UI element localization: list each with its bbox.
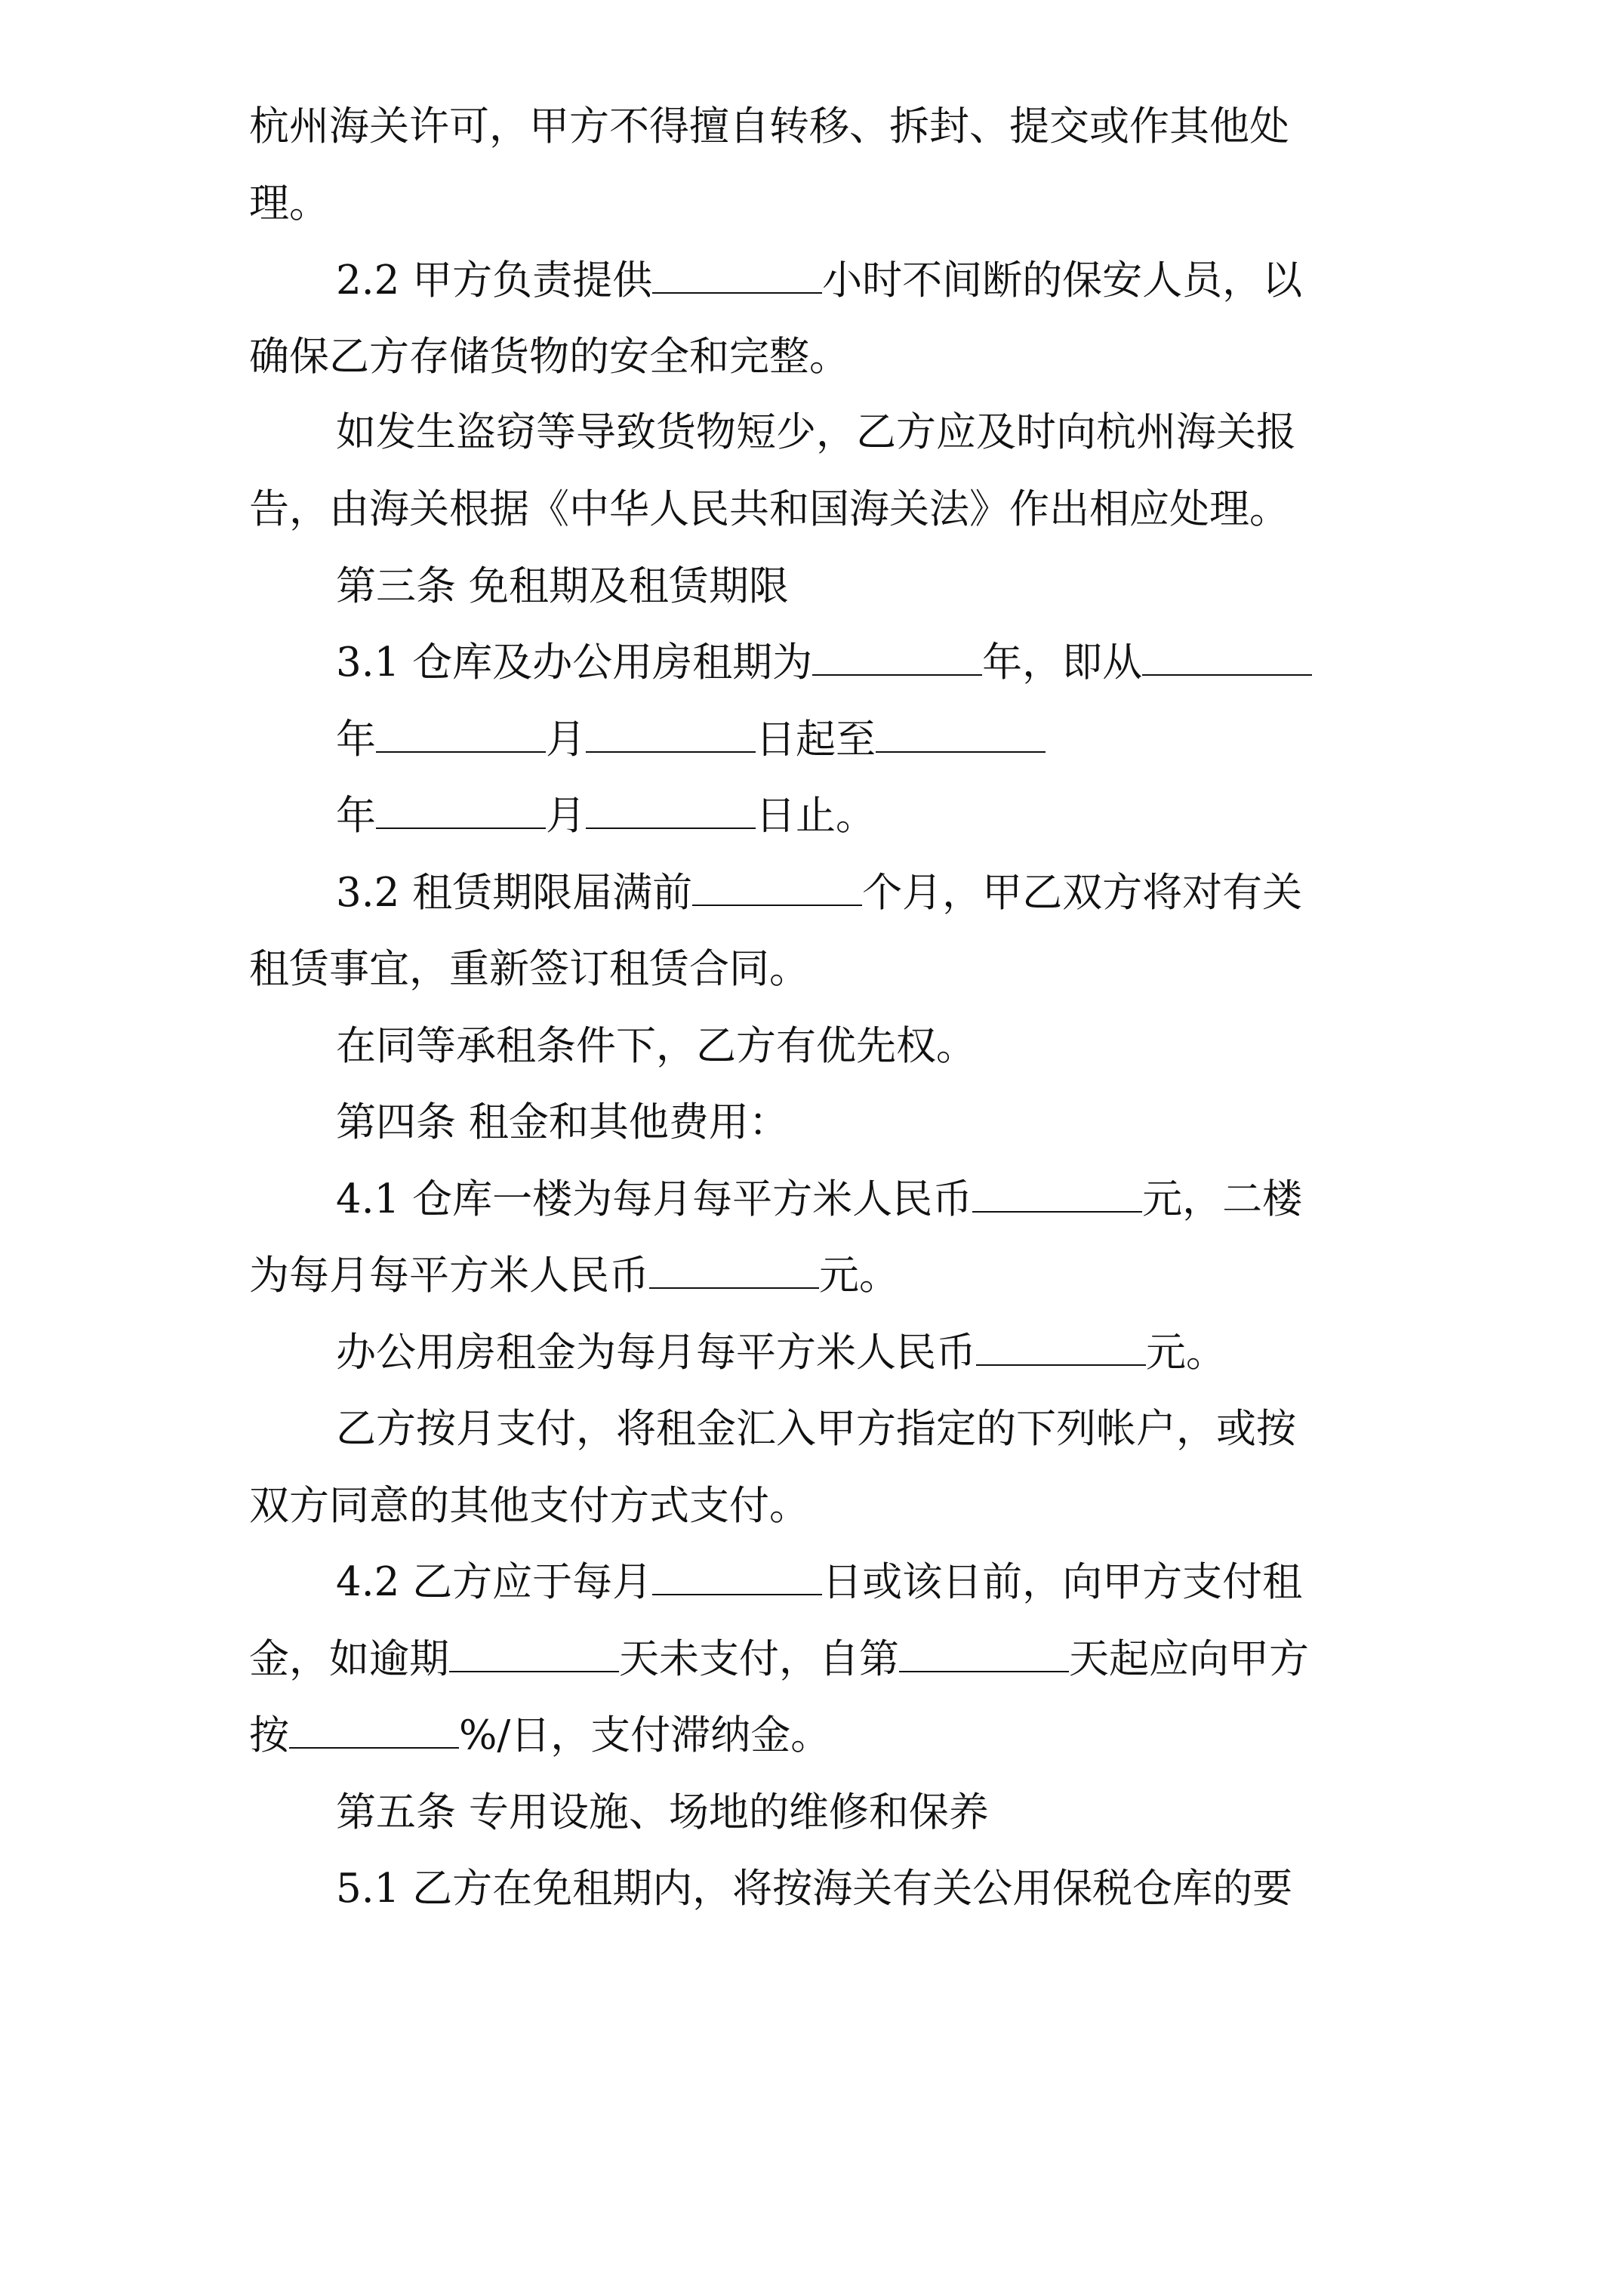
text-run: 4.2 乙方应于每月 [336, 1559, 653, 1605]
fill-blank[interactable] [899, 1632, 1069, 1672]
text-run: 元。 [1146, 1330, 1226, 1376]
text-run: 按 [249, 1712, 289, 1758]
text-run: %/日，支付滞纳金。 [459, 1712, 831, 1758]
text-run: 金，如逾期 [249, 1636, 449, 1682]
text-run: 理。 [249, 180, 329, 227]
fill-blank[interactable] [586, 788, 756, 829]
text-run: 乙方按月支付，将租金汇入甲方指定的下列帐户，或按 [336, 1406, 1296, 1452]
text-run: 天未支付，自第 [619, 1636, 899, 1682]
text-run: 日起至 [756, 717, 876, 763]
clause-2-2-line [336, 251, 1302, 311]
text-run: 双方同意的其他支付方式支付。 [249, 1483, 809, 1529]
text-run: 日或该日前，向甲方支付租 [822, 1559, 1303, 1605]
section-heading-5 [336, 1783, 989, 1843]
text-run: 确保乙方存储货物的安全和完整。 [249, 334, 849, 380]
section-heading-3 [336, 556, 789, 617]
text-run: 元，二楼 [1142, 1176, 1303, 1222]
text-run: 如发生盗窃等导致货物短少，乙方应及时向杭州海关报 [336, 409, 1296, 455]
fill-blank[interactable] [652, 1555, 822, 1595]
text-run: 3.2 租赁期限届满前 [336, 870, 693, 916]
text-run: 小时不间断的保安人员，以 [822, 257, 1303, 304]
text-run: 4.1 仓库一楼为每月每平方米人民币 [336, 1176, 973, 1222]
fill-blank[interactable] [972, 1172, 1142, 1213]
paragraph-line [249, 174, 329, 234]
text-run: 租赁事宜，重新签订租赁合同。 [249, 946, 809, 992]
paragraph-line [249, 479, 1289, 540]
text-run: 2.2 甲方负责提供 [336, 257, 653, 304]
date-line-end [336, 786, 876, 846]
section-heading-4 [336, 1093, 789, 1153]
text-run: 个月，甲乙双方将对有关 [862, 870, 1303, 916]
text-run: 3.1 仓库及办公用房租期为 [336, 639, 813, 686]
fill-blank[interactable] [812, 635, 982, 676]
paragraph-line [336, 402, 1296, 463]
paragraph-line [336, 1323, 1226, 1383]
date-line-start [336, 710, 1046, 770]
text-run: 月 [546, 793, 586, 839]
clause-4-2-line [336, 1552, 1302, 1613]
text-run: 为每月每平方米人民币 [249, 1253, 649, 1299]
text-run: 年，即从 [982, 639, 1143, 686]
fill-blank[interactable] [376, 788, 546, 829]
text-run: 天起应向甲方 [1069, 1636, 1309, 1682]
paragraph-line [249, 939, 809, 1000]
fill-blank[interactable] [1142, 635, 1312, 676]
paragraph-line [249, 1706, 830, 1766]
fill-blank[interactable] [586, 712, 756, 753]
heading-text: 第三条 免租期及租赁期限 [336, 563, 789, 609]
paragraph-line [249, 1246, 899, 1306]
text-run: 日止。 [756, 793, 876, 839]
clause-4-1-line [336, 1170, 1302, 1230]
paragraph-line [249, 1629, 1309, 1690]
heading-text: 第五条 专用设施、场地的维修和保养 [336, 1789, 989, 1835]
fill-blank[interactable] [692, 865, 862, 906]
clause-3-2-line [336, 863, 1302, 923]
text-run: 5.1 乙方在免租期内，将按海关有关公用保税仓库的要 [336, 1866, 1293, 1912]
fill-blank[interactable] [876, 712, 1046, 753]
text-run: 办公用房租金为每月每平方米人民币 [336, 1330, 976, 1376]
fill-blank[interactable] [652, 253, 822, 294]
paragraph-line [249, 327, 849, 387]
text-run: 年 [336, 717, 376, 763]
heading-text: 第四条 租金和其他费用： [336, 1099, 789, 1145]
text-run: 在同等承租条件下，乙方有优先权。 [336, 1023, 976, 1069]
text-run: 年 [336, 793, 376, 839]
text-run: 元。 [819, 1253, 899, 1299]
text-run: 杭州海关许可，甲方不得擅自转移、拆封、提交或作其他处 [249, 103, 1289, 149]
fill-blank[interactable] [289, 1708, 459, 1749]
fill-blank[interactable] [976, 1325, 1146, 1366]
fill-blank[interactable] [376, 712, 546, 753]
paragraph-line [336, 1016, 976, 1077]
fill-blank[interactable] [449, 1632, 619, 1672]
text-run: 月 [546, 717, 586, 763]
paragraph-line [249, 1476, 809, 1536]
clause-3-1-line [336, 633, 1312, 693]
text-run: 告，由海关根据《中华人民共和国海关法》作出相应处理。 [249, 486, 1289, 532]
paragraph-line [249, 97, 1289, 157]
paragraph-line [336, 1399, 1296, 1459]
fill-blank[interactable] [649, 1248, 819, 1289]
clause-5-1-line [336, 1859, 1292, 1919]
